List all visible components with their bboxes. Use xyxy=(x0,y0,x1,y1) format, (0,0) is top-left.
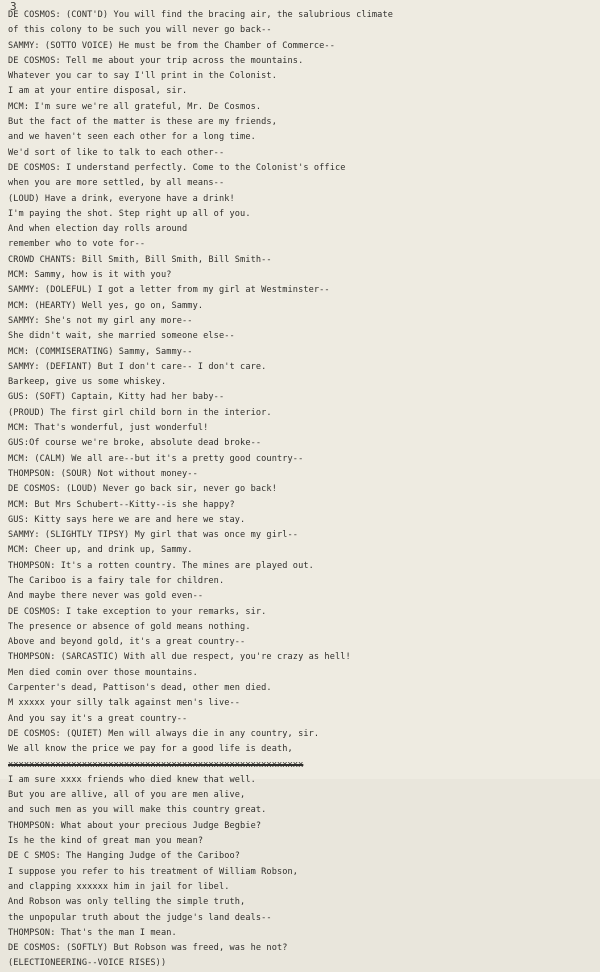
script-line: MCM: Sammy, how is it with you? xyxy=(8,270,172,281)
script-line: SAMMY: (SLIGHTLY TIPSY) My girl that was once my girl-- xyxy=(8,530,299,541)
script-line: DE COSMOS: I take exception to your remarks, sir. xyxy=(8,606,267,617)
script-line: remember who to vote for-- xyxy=(8,239,146,250)
script-line: DE COSMOS: (LOUD) Never go back sir, never go back! xyxy=(8,484,277,495)
script-line: MCM: (HEARTY) Well yes, go on, Sammy. xyxy=(8,300,204,311)
script-line: DE COSMOS: (QUIET) Men will always die in any country, sir. xyxy=(8,728,320,739)
script-line: when you are more settled, by all means-- xyxy=(8,178,225,189)
script-line: MCM: That's wonderful, just wonderful! xyxy=(8,423,209,434)
script-line: xxxxxxxxxxxxxxxxxxxxxxxxxxxxxxxxxxxxxxxxxxxxxxxxxxxxxxxx xyxy=(8,759,304,770)
script-line: We'd sort of like to talk to each other-- xyxy=(8,147,225,158)
script-line: DE C SMOS: The Hanging Judge of the Cariboo? xyxy=(8,851,241,862)
script-line: Men died comin over those mountains. xyxy=(8,667,198,678)
script-line: The Cariboo is a fairy tale for children. xyxy=(8,575,225,586)
script-line: DE COSMOS: I understand perfectly. Come to the Colonist's office xyxy=(8,162,346,173)
script-line: SAMMY: (SOTTO VOICE) He must be from the Chamber of Commerce-- xyxy=(8,40,335,51)
script-line: THOMPSON: (SOUR) Not without money-- xyxy=(8,468,198,479)
script-line: DE COSMOS: (CONT'D) You will find the bracing air, the salubrious climate xyxy=(8,10,393,20)
script-line: Is he the kind of great man you mean? xyxy=(8,836,204,847)
script-line: (PROUD) The first girl child born in the interior. xyxy=(8,407,272,418)
script-line: THOMPSON: That's the man I mean. xyxy=(8,927,177,938)
script-line: I'm paying the shot. Step right up all of you. xyxy=(8,208,251,219)
script-line: I am sure xxxx friends who died knew that well. xyxy=(8,774,256,785)
script-line: But you are allive, all of you are men alive, xyxy=(8,790,246,801)
script-line: SAMMY: (DEFIANT) But I don't care-- I don't care. xyxy=(8,361,267,372)
script-line: Whatever you car to say I'll print in the Colonist. xyxy=(8,71,277,82)
script-line: GUS: Kitty says here we are and here we stay. xyxy=(8,514,246,525)
script-line: We all know the price we pay for a good life is death, xyxy=(8,744,293,755)
script-line: Carpenter's dead, Pattison's dead, other men died. xyxy=(8,683,272,694)
script-line: But the fact of the matter is these are my friends, xyxy=(8,117,277,128)
script-text xyxy=(8,8,593,972)
script-line: MCM: (COMMISERATING) Sammy, Sammy-- xyxy=(8,346,193,357)
script-line: And maybe there never was gold even-- xyxy=(8,591,204,602)
script-line: And when election day rolls around xyxy=(8,224,188,235)
script-line: I am at your entire disposal, sir. xyxy=(8,86,188,97)
script-line: GUS: (SOFT) Captain, Kitty had her baby-- xyxy=(8,392,225,403)
script-line: THOMPSON: It's a rotten country. The mines are played out. xyxy=(8,560,314,571)
script-line: MCM: I'm sure we're all grateful, Mr. De Cosmos. xyxy=(8,101,262,112)
script-line: MCM: Cheer up, and drink up, Sammy. xyxy=(8,545,193,556)
script-line: And Robson was only telling the simple truth, xyxy=(8,897,246,908)
script-line: DE COSMOS: Tell me about your trip across the mountains. xyxy=(8,55,304,66)
script-line: and we haven't seen each other for a long time. xyxy=(8,132,256,143)
script-line: GUS:Of course we're broke, absolute dead broke-- xyxy=(8,438,262,449)
script-line: the unpopular truth about the judge's land deals-- xyxy=(8,912,272,923)
script-line: CROWD CHANTS: Bill Smith, Bill Smith, Bill Smith-- xyxy=(8,254,272,265)
script-line: Above and beyond gold, it's a great country-- xyxy=(8,637,246,648)
script-line: (ELECTIONEERING--VOICE RISES)) xyxy=(8,958,167,969)
script-line: MCM: But Mrs Schubert--Kitty--is she happy? xyxy=(8,499,235,510)
script-line: and clapping xxxxxx him in jail for libel. xyxy=(8,881,230,892)
script-line: SAMMY: She's not my girl any more-- xyxy=(8,315,193,326)
script-line: (LOUD) Have a drink, everyone have a drink! xyxy=(8,193,235,204)
script-line: and such men as you will make this country great. xyxy=(8,805,267,816)
script-line: The presence or absence of gold means nothing. xyxy=(8,621,251,632)
script-line: She didn't wait, she married someone else-- xyxy=(8,331,235,342)
script-line: Barkeep, give us some whiskey. xyxy=(8,377,167,388)
page-number: 3 xyxy=(10,0,17,13)
script-line: M xxxxx your silly talk against men's live-- xyxy=(8,698,241,709)
script-line: THOMPSON: What about your precious Judge Begbie? xyxy=(8,820,262,831)
script-line: I suppose you refer to his treatment of William Robson, xyxy=(8,866,299,877)
script-line: SAMMY: (DOLEFUL) I got a letter from my girl at Westminster-- xyxy=(8,285,330,296)
script-line: DE COSMOS: (SOFTLY) But Robson was freed, was he not? xyxy=(8,943,288,954)
script-line: of this colony to be such you will never go back-- xyxy=(8,25,272,36)
script-line: THOMPSON: (SARCASTIC) With all due respect, you're crazy as hell! xyxy=(8,652,351,663)
script-line: MCM: (CALM) We all are--but it's a pretty good country-- xyxy=(8,453,304,464)
script-line: And you say it's a great country-- xyxy=(8,713,188,724)
